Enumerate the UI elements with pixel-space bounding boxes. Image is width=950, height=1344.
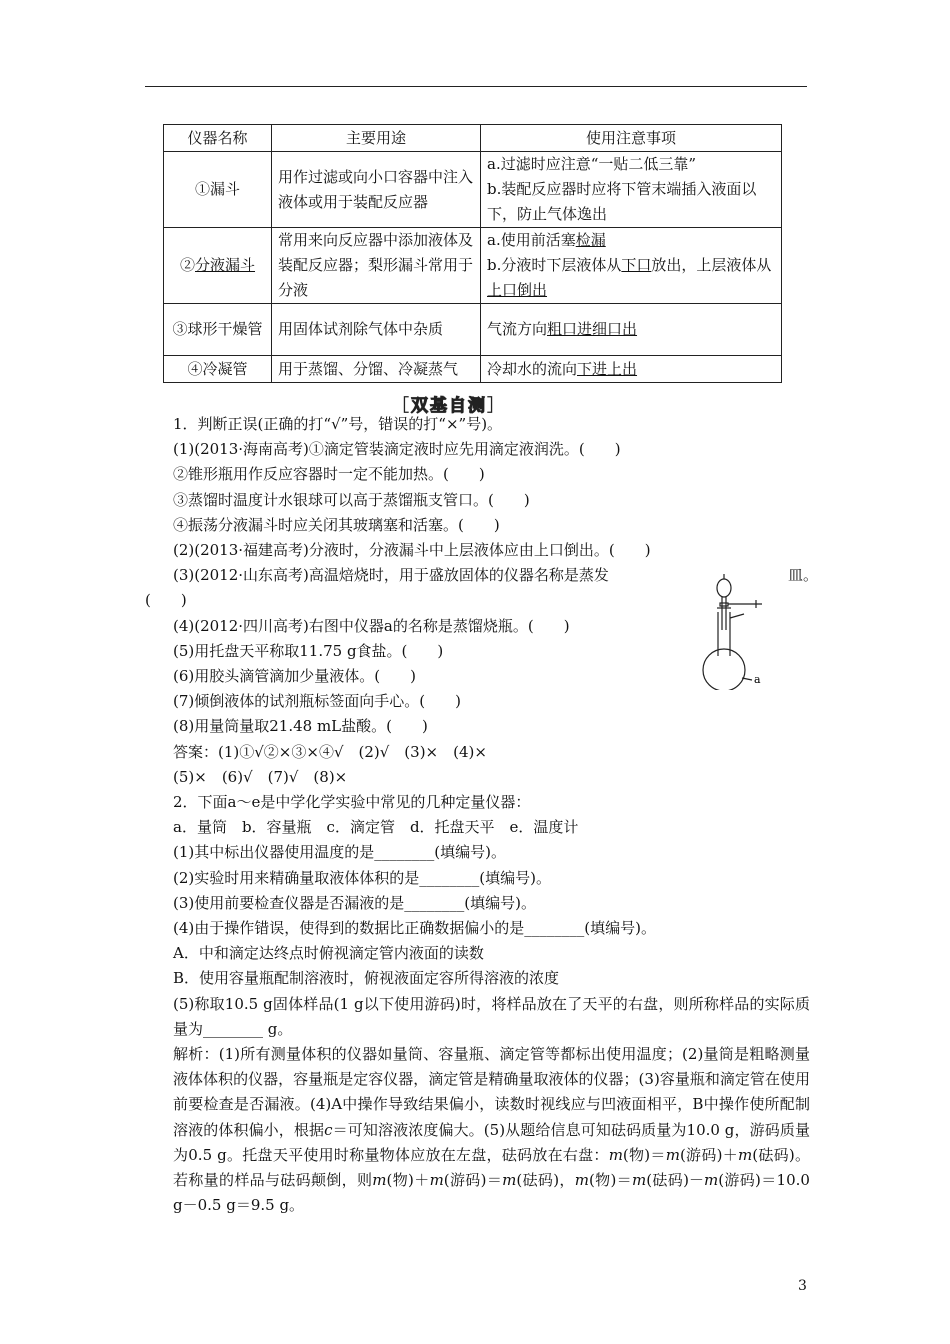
- question-item: ④振荡分液漏斗时应关闭其玻璃塞和活塞。( ): [173, 515, 500, 534]
- question-item: (4)(2012·四川高考)右图中仪器a的名称是蒸馏烧瓶。( ): [173, 616, 570, 635]
- answer-underline: 检漏: [575, 231, 606, 249]
- note-line: a.过滤时应注意“一贴二低三靠”: [487, 155, 697, 173]
- header-rule: [145, 86, 807, 87]
- cell-use: 常用来向反应器中添加液体及装配反应器；梨形漏斗常用于分液: [272, 228, 481, 304]
- cell-notes: [481, 228, 782, 304]
- answer-line: (5)× (6)√ (7)√ (8)×: [173, 767, 348, 786]
- question-item: B．使用容量瓶配制溶液时，俯视液面定容所得溶液的浓度: [173, 969, 560, 988]
- question-stem: 2．下面a～e是中学化学实验中常见的几种定量仪器：: [173, 793, 531, 812]
- question-item-tail: 皿。: [788, 566, 819, 585]
- question-item: (4)由于操作错误，使得到的数据比正确数据偏小的是________(填编号)。: [173, 919, 656, 938]
- question-item: (8)用量筒量取21.48 mL盐酸。( ): [173, 717, 428, 736]
- distillation-flask-figure: [700, 572, 770, 690]
- header-name: 仪器名称: [164, 125, 272, 152]
- question-item: A．中和滴定达终点时俯视滴定管内液面的读数: [173, 944, 484, 963]
- answer-underline: 下口: [621, 256, 652, 274]
- cell-notes: 气流方向粗口进细口出: [481, 304, 782, 356]
- figure-label: a: [754, 673, 761, 686]
- answer-line: 答案：(1)①√②×③×④√ (2)√ (3)× (4)×: [173, 742, 487, 761]
- cell-notes: 冷却水的流向下进上出: [481, 356, 782, 383]
- question-item: (1)其中标出仪器使用温度的是________(填编号)。: [173, 843, 506, 862]
- section-heading: ［双基自测］: [392, 396, 506, 416]
- cell-use: 用作过滤或向小口容器中注入液体或用于装配反应器: [272, 152, 481, 228]
- question-item: ③蒸馏时温度计水银球可以高于蒸馏瓶支管口。( ): [173, 490, 530, 509]
- answer-underline: 下进上出: [577, 359, 638, 378]
- analysis-paragraph: 解析：(1)所有测量体积的仪器如量筒、容量瓶、滴定管等都标出使用温度；(2)量筒是粗略测量液体体积的仪器，容量瓶是定容仪器，滴定管是精确量取液体的仪器；(3)容量瓶和滴定管在使用前要检查是否漏液。(4)A中操作导致结果偏小，读数时视线应与凹液面相平，B中操作使所配制溶液的体积偏小，根据c＝可知溶液浓度偏大。(5)从题给信息可知砝码质量为10.0 g，游码质量为0.5 g。托盘天平使用时称量物体应放在左盘，砝码放在右盘：m(物)＝m(游码)＋m(砝码)。若称量的样品与砝码颠倒，则m(物)＋m(游码)＝m(砝码)，m(物)＝m(砝码)－m(游码)＝10.0 g－0.5 g＝9.5 g。: [173, 1045, 810, 1215]
- page-number: 3: [798, 1278, 807, 1294]
- question-item: (2)实验时用来精确量取液体体积的是________(填编号)。: [173, 868, 551, 887]
- note-line: b.装配反应器时应将下管末端插入液面以下，防止气体逸出: [487, 180, 757, 223]
- question-item: (1)(2013·海南高考)①滴定管装滴定液时应先用滴定液润洗。( ): [173, 440, 621, 459]
- cell-name: ③球形干燥管: [164, 304, 272, 356]
- cell-use: 用固体试剂除气体中杂质: [272, 304, 481, 356]
- question-item: (5)称取10.5 g固体样品(1 g以下使用游码)时，将样品放在了天平的右盘，则所称样品的实际质量为________ g。: [173, 994, 810, 1038]
- cell-use: 用于蒸馏、分馏、冷凝蒸气: [272, 356, 481, 383]
- question-item: (6)用胶头滴管滴加少量液体。( ): [173, 667, 416, 686]
- header-notes: 使用注意事项: [481, 125, 782, 152]
- cell-name: ④冷凝管: [164, 356, 272, 383]
- answer-underline: 粗口进细口出: [547, 320, 638, 338]
- question-item: ( ): [145, 591, 187, 610]
- cell-name: ①漏斗: [164, 152, 272, 228]
- question-item: (7)倾倒液体的试剂瓶标签面向手心。( ): [173, 692, 461, 711]
- section-label: 双基自测: [411, 396, 487, 416]
- answer-underline: 上口倒出: [487, 281, 548, 299]
- question-item: (2)(2013·福建高考)分液时，分液漏斗中上层液体应由上口倒出。( ): [173, 541, 651, 560]
- note-line: a.使用前活塞检漏: [487, 231, 606, 249]
- table-row: [164, 228, 782, 304]
- question-item: (3)使用前要检查仪器是否漏液的是________(填编号)。: [173, 893, 536, 912]
- question-item: (3)(2012·山东高考)高温焙烧时，用于盛放固体的仪器名称是蒸发 皿。: [145, 563, 810, 588]
- header-use: 主要用途: [272, 125, 481, 152]
- note-line: b.分液时下层液体从下口放出，上层液体从上口倒出: [487, 256, 772, 299]
- exercise-body: [145, 412, 819, 1219]
- table-header-row: [164, 125, 782, 152]
- question-stem: 1．判断正误(正确的打“√”号，错误的打“×”号)。: [173, 415, 503, 433]
- question-options: a．量筒 b．容量瓶 c．滴定管 d．托盘天平 e．温度计: [173, 818, 579, 837]
- name-prefix: ②: [179, 256, 195, 274]
- table-row: [164, 152, 782, 228]
- instrument-table: [163, 124, 782, 383]
- cell-name: [164, 228, 272, 304]
- question-item: ②锥形瓶用作反应容器时一定不能加热。( ): [173, 465, 485, 484]
- question-item: (5)用托盘天平称取11.75 g食盐。( ): [173, 641, 444, 660]
- table-row: [164, 304, 782, 356]
- cell-notes: [481, 152, 782, 228]
- table-row: [164, 356, 782, 383]
- name-underlined: 分液漏斗: [195, 256, 256, 274]
